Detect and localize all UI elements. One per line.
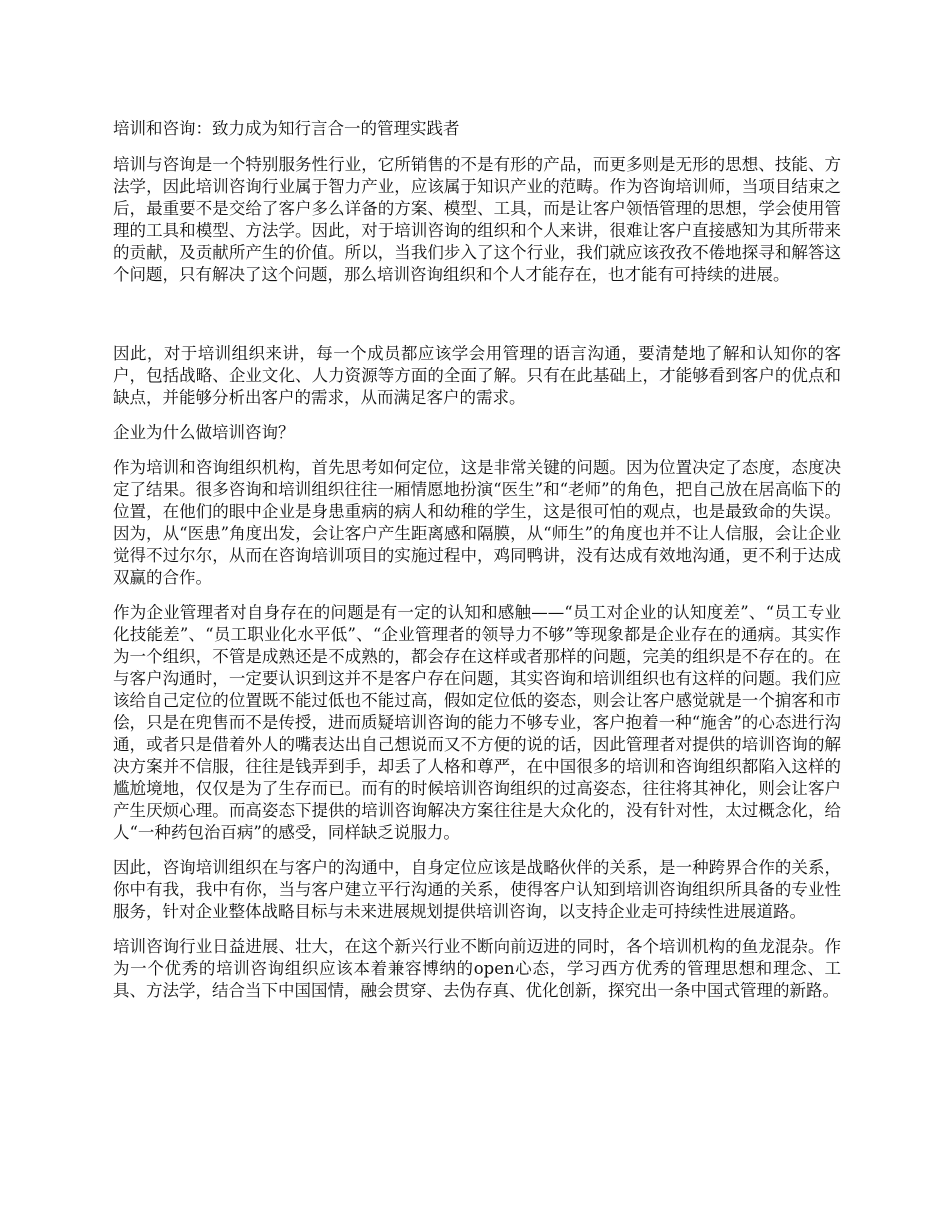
paragraph-manager-awareness: 作为企业管理者对自身存在的问题是有一定的认知和感触——“员工对企业的认知度差”、“员工专业化技能差”、“员工职业化水平低”、“企业管理者的领导力不够”等现象都是企业存在的通病。其实作为一个组织，不管是成熟还是不成熟的，都会存在这样或者那样的问题，完美的组织是不存在的。在与客户沟通时，一定要认识到这并不是客户存在问题，其实咨询和培训组织也有这样的问题。我们应该给自己定位的位置既不能过低也不能过高，假如定位低的姿态，则会让客户感觉就是一个掮客和市侩，只是在兜售而不是传授，进而质疑培训咨询的能力不够专业，客户抱着一种“施舍”的心态进行沟通，或者只是借着外人的嘴表达出自己想说而又不方便的说的话，因此管理者对提供的培训咨询的解决方案并不信服，往往是钱弄到手，却丢了人格和尊严，在中国很多的培训和咨询组织都陷入这样的尴尬境地，仅仅是为了生存而已。而有的时候培训咨询组织的过高姿态，往往将其神化，则会让客户产生厌烦心理。而高姿态下提供的培训咨询解决方案往往是大众化的，没有针对性，太过概念化，给人“一种药包治百病”的感受，同样缺乏说服力。 (113, 603, 841, 842)
paragraph-industry-growth: 培训咨询行业日益进展、壮大，在这个新兴行业不断向前迈进的同时，各个培训机构的鱼龙混杂。作为一个优秀的培训咨询组织应该本着兼容博纳的open心态，学习西方优秀的管理思想和理念、工具、方法学，结合当下中国国情，融会贯穿、去伪存真、优化创新，探究出一条中国式管理的新路。 (113, 937, 841, 1000)
paragraph-positioning: 作为培训和咨询组织机构，首先思考如何定位，这是非常关键的问题。因为位置决定了态度，态度决定了结果。很多咨询和培训组织往往一厢情愿地扮演“医生”和“老师”的角色，把自己放在居高临下的位置，在他们的眼中企业是身患重病的病人和幼稚的学生，这是很可怕的观点，也是最致命的失误。因为，从“医患”角度出发，会让客户产生距离感和隔膜，从“师生”的角度也并不让人信服，会让企业觉得不过尔尔，从而在咨询培训项目的实施过程中，鸡同鸭讲，没有达成有效地沟通，更不利于达成双赢的合作。 (113, 458, 841, 587)
document-page (113, 118, 841, 1015)
document-title: 培训和咨询：致力成为知行言合一的管理实践者 (113, 119, 460, 138)
section-heading: 企业为什么做培训咨询？ (113, 423, 295, 442)
paragraph-intro: 培训与咨询是一个特别服务性行业，它所销售的不是有形的产品，而更多则是无形的思想、技能、方法学，因此培训咨询行业属于智力产业，应该属于知识产业的范畴。作为咨询培训师，当项目结束之后，最重要不是交给了客户多么详备的方案、模型、工具，而是让客户领悟管理的思想，学会使用管理的工具和模型、方法学。因此，对于培训咨询的组织和个人来讲，很难让客户直接感知为其所带来的贡献，及贡献所产生的价值。所以，当我们步入了这个行业，我们就应该孜孜不倦地探寻和解答这个问题，只有解决了这个问题，那么培训咨询组织和个人才能存在，也才能有可持续的进展。 (113, 155, 841, 284)
paragraph-strategic-partner: 因此，咨询培训组织在与客户的沟通中，自身定位应该是战略伙伴的关系，是一种跨界合作的关系，你中有我，我中有你，当与客户建立平行沟通的关系，使得客户认知到培训咨询组织所具备的专业性服务，针对企业整体战略目标与未来进展规划提供培训咨询，以支持企业走可持续性进展道路。 (113, 858, 841, 921)
paragraph-communication: 因此，对于培训组织来讲，每一个成员都应该学会用管理的语言沟通，要清楚地了解和认知你的客户，包括战略、企业文化、人力资源等方面的全面了解。只有在此基础上，才能够看到客户的优点和缺点，并能够分析出客户的需求，从而满足客户的需求。 (113, 344, 841, 407)
